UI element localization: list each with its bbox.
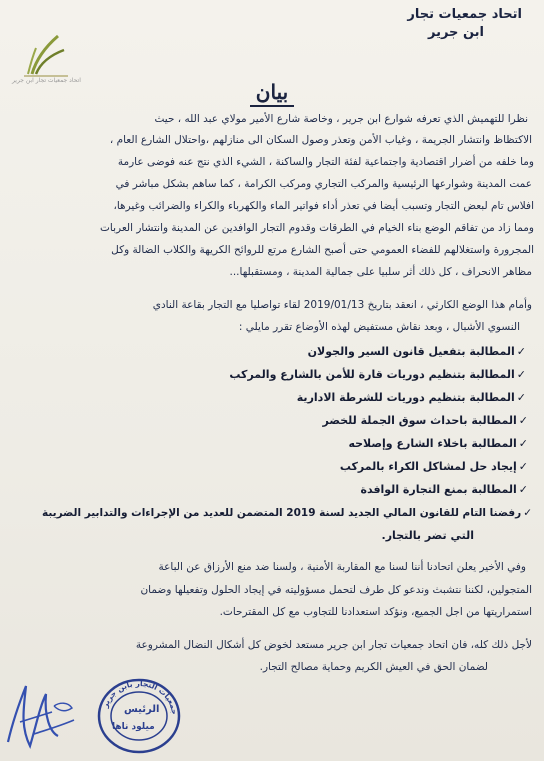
check-icon: ✓ — [518, 414, 528, 427]
stamp-role: الرئيس — [124, 704, 160, 715]
org-name-line1: اتحاد جمعيات تجار — [407, 7, 522, 22]
stamp-name: ميلود ناها — [112, 722, 155, 732]
demand-item — [323, 415, 528, 426]
demand-item — [42, 508, 532, 519]
demand-text: المطالبة بمنع التجارة الوافدة — [360, 483, 517, 496]
document-title — [0, 77, 544, 104]
paragraph1-line: مظاهر الانحراف ، كل ذلك أثر سلبيا على جمالية المدينة ، ومستقبلها... — [229, 266, 532, 278]
check-icon: ✓ — [516, 345, 526, 358]
stamp-ring-icon — [96, 676, 182, 756]
paragraph3-line: وفي الأخير يعلن اتحادنا أننا لسنا مع المقاربة الأمنية ، ولسنا ضد منع الأرزاق عن الباعة — [158, 561, 526, 573]
paragraph4-line: لأجل ذلك كله، فان اتحاد جمعيات تجار ابن جرير مستعد لخوض كل أشكال النضال المشروعة — [135, 639, 532, 651]
check-icon: ✓ — [523, 507, 532, 519]
paragraph1-line: افلاس تام لبعض التجار وتسبب أيضا في تعذر أداء فواتير الماء والكهرباء والكراء والضرائب وغيرها، — [113, 200, 534, 212]
demand-text: إيجاد حل لمشاكل الكراء بالمركب — [339, 460, 517, 473]
paragraph1-line: المجرورة واستغلالهم للفضاء العمومي حتى أصبح الشارع مرتع للروائح الكريهة والكلاب الضالة وكل — [111, 244, 534, 256]
check-icon: ✓ — [518, 483, 528, 496]
stamp-ring-text: جمعيات التجار بابن جرير — [100, 678, 180, 716]
demand-item — [360, 484, 528, 495]
title-text: بيان — [250, 80, 294, 107]
demand-item — [308, 346, 526, 357]
paragraph1-line: الاكتظاظ وانتشار الجريمة ، وغياب الأمن وتعذر وصول السكان الى منازلهم ،واحتلال الشارع العام ، — [109, 134, 532, 146]
demand-text: المطالبة بتفعيل قانون السير والجولان — [307, 345, 515, 358]
demand-item — [348, 438, 528, 449]
demand-text: رفضنا التام للقانون المالي الجديد لسنة 2019 المتضمن للعديد من الإجراءات والتدابير الضريبة — [42, 507, 522, 519]
paragraph2-line: وأمام هذا الوضع الكارثي ، انعقد بتاريخ 2019/01/13 لقاء تواصليا مع التجار بقاعة النادي — [152, 299, 532, 311]
demand-continuation: التي تضر بالتجار. — [381, 529, 474, 542]
check-icon: ✓ — [518, 460, 528, 473]
check-icon: ✓ — [516, 391, 526, 404]
org-name-line2: ابن جرير — [428, 25, 484, 40]
paragraph1-line: نظرا للتهميش الذي تعرفه شوارع ابن جرير ، وخاصة شارع الأمير مولاي عبد الله ، حيث — [154, 113, 528, 125]
check-icon: ✓ — [516, 368, 526, 381]
demand-item — [297, 392, 526, 403]
paragraph3-line: استمراريتها من اجل الجميع، ونؤكد استعدادنا للتجاوب مع كل المقترحات. — [219, 606, 532, 618]
demand-text: المطالبة بتنظيم دوريات للشرطة الادارية — [296, 391, 515, 404]
paragraph3-line: المتجولين، لكننا نتشبث وندعو كل طرف لتحمل مسؤوليته في إيجاد الحلول وتفعيلها وضمان — [140, 584, 532, 596]
demand-text: المطالبة بتنظيم دوريات قارة للأمن بالشارع والمركب — [229, 368, 515, 381]
union-logo-icon — [14, 30, 76, 84]
official-stamp — [96, 676, 182, 756]
demand-text: المطالبة باحداث سوق الجملة للخضر — [322, 414, 517, 427]
logo-caption: اتحاد جمعيات تجار ابن جرير — [12, 77, 81, 84]
demand-item — [340, 461, 528, 472]
paragraph1-line: وما خلفه من أضرار اقتصادية واجتماعية لفئة التجار والساكنة ، الشيء الذي نتج عنه فوضى عارمة — [117, 156, 534, 168]
paragraph1-line: ومما زاد من تفاقم الوضع بناء الخيام في الطرقات وقدوم التجار الوافدين عن المدينة وانتشار العربات — [100, 222, 534, 234]
paragraph4-line: لضمان الحق في العيش الكريم وحماية مصالح التجار. — [259, 661, 488, 673]
signature-icon — [0, 676, 92, 760]
check-icon: ✓ — [518, 437, 528, 450]
paragraph2-line: النسوي الأشبال ، وبعد نقاش مستفيض لهذه الأوضاع تقرر مايلي : — [238, 321, 520, 333]
paragraph1-line: عمت المدينة وشوارعها الرئيسية والمركب التجاري ومركب الكرامة ، كما ساهم بشكل مباشر في — [115, 178, 532, 190]
demand-text: المطالبة باخلاء الشارع وإصلاحه — [348, 437, 517, 450]
demand-item — [229, 369, 526, 380]
